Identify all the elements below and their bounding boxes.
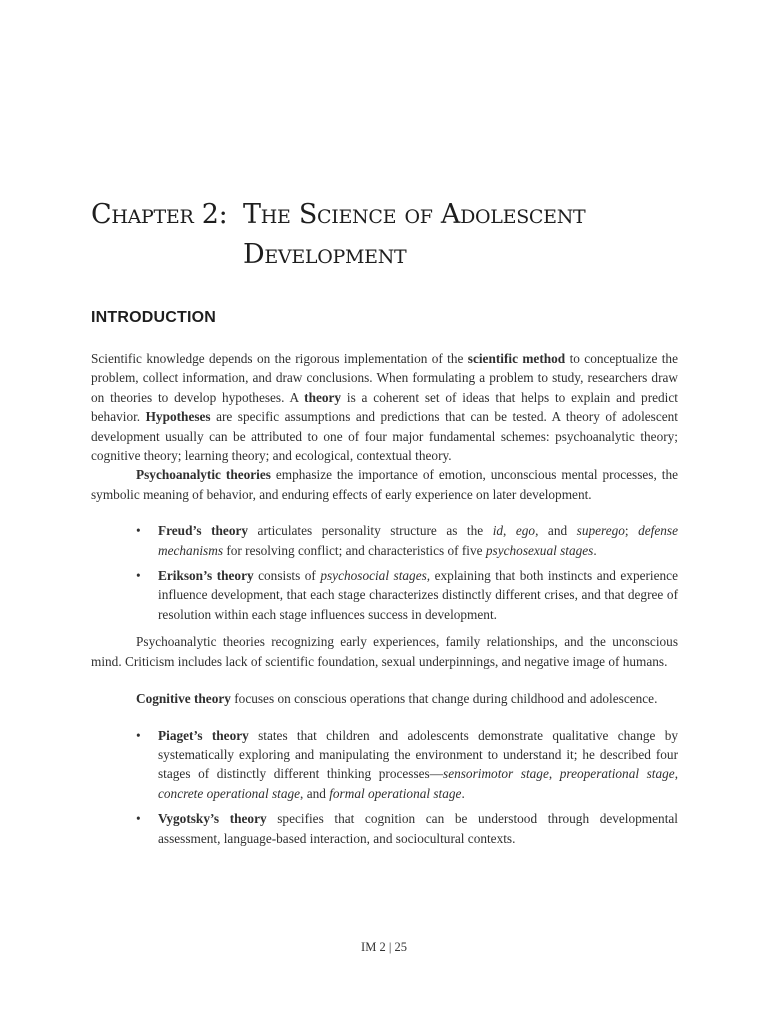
chapter-title-line-1: The Science of Adolescent (243, 199, 586, 230)
paragraph-cognitive: Cognitive theory focuses on conscious operations that change during childhood and adolescence. (136, 691, 658, 707)
bullet-list-cognitive (91, 726, 678, 848)
section-heading: INTRODUCTION (91, 309, 217, 326)
chapter-label: Chapter 2: (91, 199, 228, 230)
chapter-title (91, 195, 711, 275)
list-item: • Piaget’s theory states that children and adolescents demonstrate qualitative change by systematically exploring and manipulating the environment to understand it; he described four stages of distinctly different thinking processes—sensorimotor stage, preoperational stage, concrete operational stage, and formal operational stage. (136, 727, 679, 801)
chapter-title-line-2: Development (243, 239, 407, 270)
list-item: • Erikson’s theory consists of psychosocial stages, explaining that both instincts and experience influence development, that each stage characterizes distinctly different crises, and that degree of resolution within each stage influences success in development. (136, 568, 678, 622)
list-item: • Freud’s theory articulates personality structure as the id, ego, and superego; defense mechanisms for resolving conflict; and characteristics of five psychosexual stages. (136, 523, 678, 558)
list-item: • Vygotsky’s theory specifies that cognition can be understood through developmental assessment, language-based interaction, and sociocultural contexts. (136, 811, 678, 846)
bullet-icon: • (136, 727, 141, 743)
paragraph-psychoanalytic: Psychoanalytic theories emphasize the importance of emotion, unconscious mental processes, the symbolic meaning of behavior, and enduring effects of early experience on later development. (91, 467, 678, 502)
paragraph-intro: Scientific knowledge depends on the rigorous implementation of the scientific method to conceptualize the problem, collect information, and draw conclusions. When formulating a problem to study, researchers draw on theories to develop hypotheses. A theory is a coherent set of ideas that helps to explain and predict behavior. Hypotheses are specific assumptions and predictions that can be tested. A theory of adolescent development usually can be attributed to one of four major fundamental schemes: psychoanalytic theory; cognitive theory; learning theory; and ecological, contextual theory. (91, 351, 678, 464)
bullet-icon: • (136, 568, 141, 584)
paragraph-psychoanalytic-summary: Psychoanalytic theories recognizing early experiences, family relationships, and the unconscious mind. Criticism includes lack of scientific foundation, sexual underpinnings, and negative image of humans. (91, 634, 678, 669)
bullet-icon: • (136, 811, 141, 827)
bullet-icon: • (136, 523, 141, 539)
bullet-list-psychoanalytic (91, 521, 678, 624)
page-footer: IM 2 | 25 (361, 940, 407, 954)
body-text (91, 349, 678, 848)
